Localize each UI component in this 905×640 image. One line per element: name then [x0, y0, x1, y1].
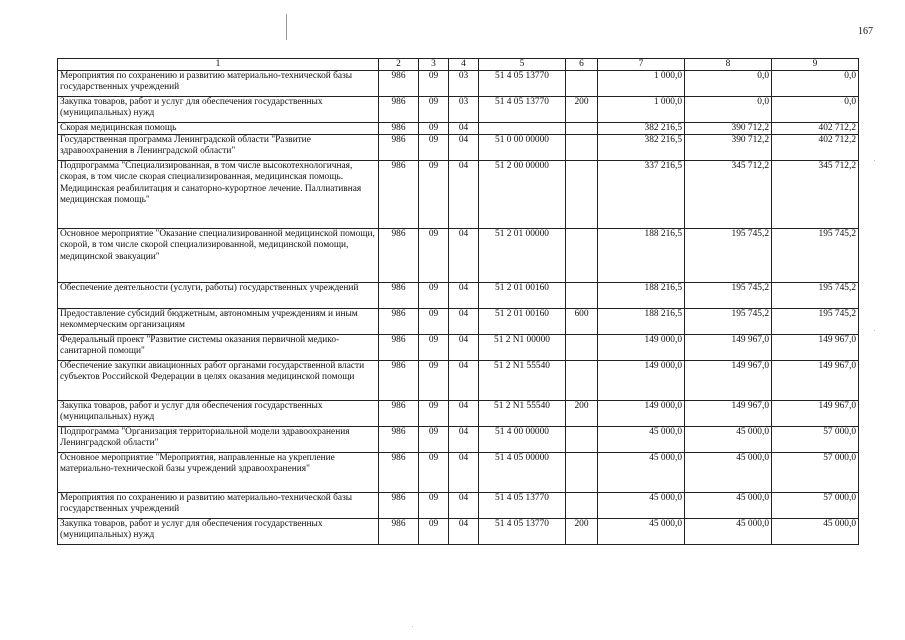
table-row: [58, 427, 859, 453]
subsection-code-cell: 04: [449, 519, 479, 545]
expense-type-cell: [566, 361, 598, 401]
amount-col7-cell: 45 000,0: [598, 427, 685, 453]
expense-type-cell: [566, 283, 598, 309]
row-name-cell: Мероприятия по сохранению и развитию материально-технической базы государственных учреждений: [58, 493, 379, 519]
table-row: [58, 401, 859, 427]
amount-col9-cell: 57 000,0: [772, 493, 859, 519]
column-header-5: 5: [479, 59, 566, 71]
row-name-cell: Федеральный проект "Развитие системы оказания первичной медико-санитарной помощи": [58, 335, 379, 361]
row-name-cell: Обеспечение деятельности (услуги, работы) государственных учреждений: [58, 283, 379, 309]
subsection-code-cell: 04: [449, 135, 479, 161]
expense-type-cell: [566, 453, 598, 493]
row-name-cell: Закупка товаров, работ и услуг для обеспечения государственных (муниципальных) нужд: [58, 519, 379, 545]
amount-col7-cell: 45 000,0: [598, 519, 685, 545]
amount-col8-cell: 45 000,0: [685, 493, 772, 519]
amount-col9-cell: 149 967,0: [772, 361, 859, 401]
subsection-code-cell: 03: [449, 97, 479, 123]
row-name-cell: Мероприятия по сохранению и развитию материально-технической базы государственных учреждений: [58, 71, 379, 97]
amount-col7-cell: 149 000,0: [598, 401, 685, 427]
amount-col7-cell: 188 216,5: [598, 309, 685, 335]
subsection-code-cell: 04: [449, 361, 479, 401]
target-article-cell: 51 2 N1 00000: [479, 335, 566, 361]
scan-speck: [874, 160, 875, 161]
amount-col9-cell: 0,0: [772, 71, 859, 97]
section-code-cell: 09: [419, 335, 449, 361]
table-row: [58, 229, 859, 283]
row-name-cell: Подпрограмма "Специализированная, в том числе высокотехнологичная, скорая, в том числе скорая специализированная, медицинская помощь. Медицинская реабилитация и санаторно-курортное лечение. Паллиативная медицинская помощь": [58, 161, 379, 229]
section-code-cell: 09: [419, 519, 449, 545]
target-article-cell: 51 2 01 00000: [479, 229, 566, 283]
row-name-cell: Основное мероприятие "Мероприятия, направленные на укрепление материально-технической базы учреждений здравоохранения": [58, 453, 379, 493]
table-header: [58, 59, 859, 71]
amount-col8-cell: 149 967,0: [685, 335, 772, 361]
row-name-cell: Предоставление субсидий бюджетным, автономным учреждениям и иным некоммерческим организациям: [58, 309, 379, 335]
amount-col7-cell: 149 000,0: [598, 361, 685, 401]
section-code-cell: 09: [419, 229, 449, 283]
amount-col8-cell: 195 745,2: [685, 229, 772, 283]
section-code-cell: 09: [419, 283, 449, 309]
admin-code-cell: 986: [379, 229, 419, 283]
expense-type-cell: [566, 229, 598, 283]
scan-artifact-line: [286, 14, 287, 40]
admin-code-cell: 986: [379, 283, 419, 309]
table-row: [58, 519, 859, 545]
column-header-9: 9: [772, 59, 859, 71]
amount-col9-cell: 45 000,0: [772, 519, 859, 545]
admin-code-cell: 986: [379, 519, 419, 545]
admin-code-cell: 986: [379, 161, 419, 229]
row-name-cell: Закупка товаров, работ и услуг для обеспечения государственных (муниципальных) нужд: [58, 401, 379, 427]
section-code-cell: 09: [419, 427, 449, 453]
expense-type-cell: [566, 161, 598, 229]
amount-col7-cell: 188 216,5: [598, 229, 685, 283]
amount-col7-cell: 1 000,0: [598, 71, 685, 97]
expense-type-cell: [566, 493, 598, 519]
amount-col9-cell: 402 712,2: [772, 123, 859, 135]
expense-type-cell: [566, 427, 598, 453]
expense-type-cell: 200: [566, 97, 598, 123]
table-row: [58, 71, 859, 97]
expense-type-cell: [566, 135, 598, 161]
section-code-cell: 09: [419, 97, 449, 123]
amount-col9-cell: 149 967,0: [772, 401, 859, 427]
column-header-4: 4: [449, 59, 479, 71]
column-header-8: 8: [685, 59, 772, 71]
admin-code-cell: 986: [379, 135, 419, 161]
column-header-3: 3: [419, 59, 449, 71]
admin-code-cell: 986: [379, 453, 419, 493]
section-code-cell: 09: [419, 453, 449, 493]
amount-col7-cell: 45 000,0: [598, 493, 685, 519]
amount-col9-cell: 195 745,2: [772, 229, 859, 283]
admin-code-cell: 986: [379, 71, 419, 97]
row-name-cell: Скорая медицинская помощь: [58, 123, 379, 135]
section-code-cell: 09: [419, 123, 449, 135]
amount-col9-cell: 195 745,2: [772, 283, 859, 309]
target-article-cell: 51 4 00 00000: [479, 427, 566, 453]
amount-col7-cell: 382 216,5: [598, 123, 685, 135]
row-name-cell: Закупка товаров, работ и услуг для обеспечения государственных (муниципальных) нужд: [58, 97, 379, 123]
amount-col8-cell: 0,0: [685, 97, 772, 123]
table-row: [58, 135, 859, 161]
column-header-1: 1: [58, 59, 379, 71]
amount-col8-cell: 149 967,0: [685, 361, 772, 401]
admin-code-cell: 986: [379, 97, 419, 123]
table-row: [58, 335, 859, 361]
target-article-cell: 51 4 05 00000: [479, 453, 566, 493]
target-article-cell: 51 2 01 00160: [479, 309, 566, 335]
section-code-cell: 09: [419, 135, 449, 161]
table-row: [58, 493, 859, 519]
target-article-cell: 51 4 05 13770: [479, 97, 566, 123]
admin-code-cell: 986: [379, 401, 419, 427]
target-article-cell: 51 2 00 00000: [479, 161, 566, 229]
column-header-7: 7: [598, 59, 685, 71]
expense-type-cell: [566, 335, 598, 361]
target-article-cell: 51 2 N1 55540: [479, 361, 566, 401]
admin-code-cell: 986: [379, 309, 419, 335]
target-article-cell: 51 4 05 13770: [479, 519, 566, 545]
amount-col8-cell: 0,0: [685, 71, 772, 97]
scan-speck: [874, 330, 875, 331]
admin-code-cell: 986: [379, 361, 419, 401]
amount-col8-cell: 195 745,2: [685, 283, 772, 309]
section-code-cell: 09: [419, 493, 449, 519]
amount-col9-cell: 402 712,2: [772, 135, 859, 161]
subsection-code-cell: 04: [449, 161, 479, 229]
amount-col7-cell: 149 000,0: [598, 335, 685, 361]
row-name-cell: Основное мероприятие "Оказание специализированной медицинской помощи, скорой, в том числе скорой специализированной, медицинской помощи, медицинской эвакуации": [58, 229, 379, 283]
subsection-code-cell: 04: [449, 335, 479, 361]
target-article-cell: 51 2 01 00160: [479, 283, 566, 309]
admin-code-cell: 986: [379, 335, 419, 361]
table-row: [58, 453, 859, 493]
amount-col7-cell: 188 216,5: [598, 283, 685, 309]
subsection-code-cell: 04: [449, 283, 479, 309]
expense-type-cell: 200: [566, 401, 598, 427]
amount-col8-cell: 149 967,0: [685, 401, 772, 427]
target-article-cell: [479, 123, 566, 135]
amount-col9-cell: 195 745,2: [772, 309, 859, 335]
table-row: [58, 97, 859, 123]
expense-type-cell: [566, 71, 598, 97]
amount-col8-cell: 195 745,2: [685, 309, 772, 335]
section-code-cell: 09: [419, 361, 449, 401]
section-code-cell: 09: [419, 161, 449, 229]
row-name-cell: Подпрограмма "Организация территориальной модели здравоохранения Ленинградской области": [58, 427, 379, 453]
amount-col9-cell: 0,0: [772, 97, 859, 123]
column-header-2: 2: [379, 59, 419, 71]
section-code-cell: 09: [419, 309, 449, 335]
row-name-cell: Обеспечение закупки авиационных работ органами государственной власти субъектов Российской Федерации в целях оказания медицинской помощи: [58, 361, 379, 401]
scan-speck: [412, 626, 413, 627]
subsection-code-cell: 04: [449, 493, 479, 519]
section-code-cell: 09: [419, 71, 449, 97]
amount-col9-cell: 57 000,0: [772, 453, 859, 493]
amount-col8-cell: 390 712,2: [685, 123, 772, 135]
subsection-code-cell: 04: [449, 309, 479, 335]
target-article-cell: 51 0 00 00000: [479, 135, 566, 161]
target-article-cell: 51 4 05 13770: [479, 493, 566, 519]
admin-code-cell: 986: [379, 123, 419, 135]
table-row: [58, 283, 859, 309]
subsection-code-cell: 04: [449, 453, 479, 493]
subsection-code-cell: 03: [449, 71, 479, 97]
row-name-cell: Государственная программа Ленинградской области "Развитие здравоохранения в Ленинградской области": [58, 135, 379, 161]
amount-col9-cell: 345 712,2: [772, 161, 859, 229]
amount-col7-cell: 45 000,0: [598, 453, 685, 493]
admin-code-cell: 986: [379, 427, 419, 453]
target-article-cell: 51 4 05 13770: [479, 71, 566, 97]
admin-code-cell: 986: [379, 493, 419, 519]
subsection-code-cell: 04: [449, 123, 479, 135]
amount-col8-cell: 390 712,2: [685, 135, 772, 161]
header-row: [58, 59, 859, 71]
table-row: [58, 309, 859, 335]
subsection-code-cell: 04: [449, 427, 479, 453]
table-row: [58, 161, 859, 229]
amount-col8-cell: 45 000,0: [685, 427, 772, 453]
expense-type-cell: [566, 123, 598, 135]
section-code-cell: 09: [419, 401, 449, 427]
table-row: [58, 123, 859, 135]
target-article-cell: 51 2 N1 55540: [479, 401, 566, 427]
column-header-6: 6: [566, 59, 598, 71]
amount-col8-cell: 45 000,0: [685, 453, 772, 493]
amount-col7-cell: 337 216,5: [598, 161, 685, 229]
expense-type-cell: 600: [566, 309, 598, 335]
table-row: [58, 361, 859, 401]
page-number: 167: [858, 26, 873, 37]
budget-table: [57, 58, 859, 545]
amount-col9-cell: 57 000,0: [772, 427, 859, 453]
expense-type-cell: 200: [566, 519, 598, 545]
amount-col8-cell: 45 000,0: [685, 519, 772, 545]
subsection-code-cell: 04: [449, 401, 479, 427]
amount-col9-cell: 149 967,0: [772, 335, 859, 361]
subsection-code-cell: 04: [449, 229, 479, 283]
table-body: [58, 71, 859, 545]
amount-col7-cell: 382 216,5: [598, 135, 685, 161]
amount-col8-cell: 345 712,2: [685, 161, 772, 229]
amount-col7-cell: 1 000,0: [598, 97, 685, 123]
